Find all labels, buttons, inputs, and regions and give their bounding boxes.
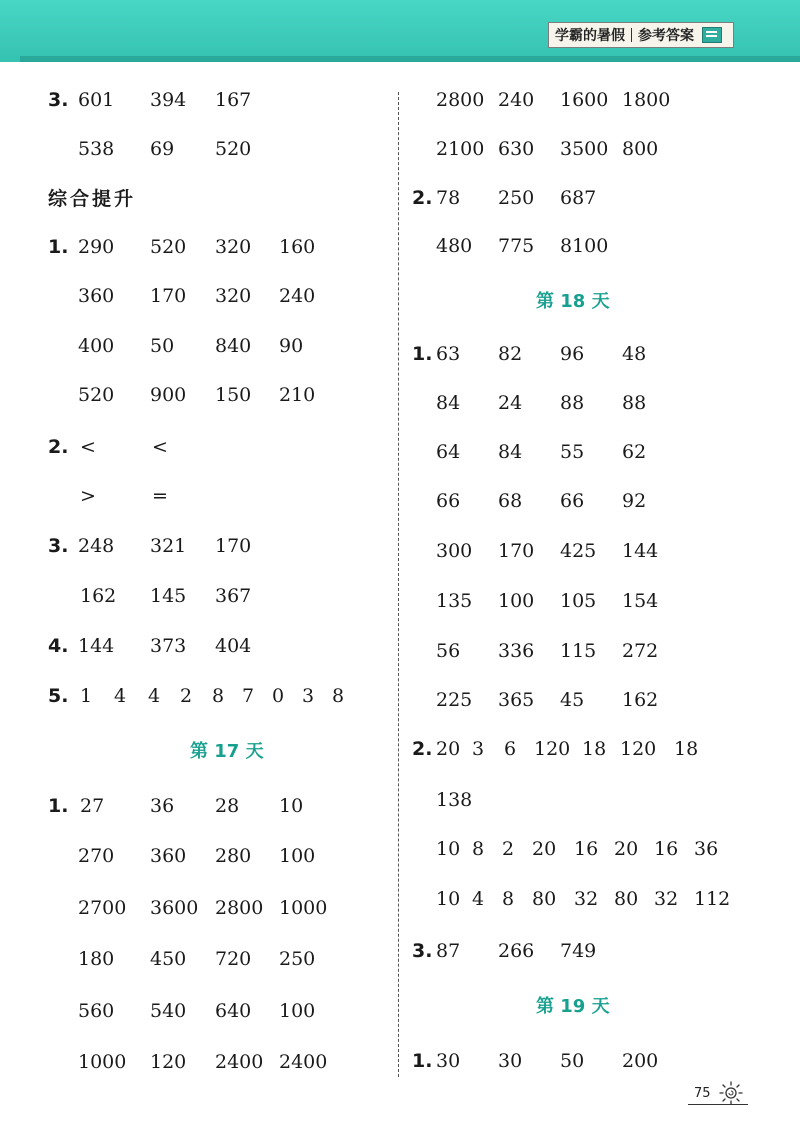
answer-value: 2800 [215,897,264,919]
answer-value: 80 [614,888,639,910]
answer-value: 720 [215,948,252,970]
answer-value: 280 [215,845,252,867]
question-number: 2. [412,187,433,209]
answer-value: < [80,436,96,458]
answer-value: 321 [150,535,187,557]
answer-value: 160 [279,236,316,258]
answer-value: 100 [279,845,316,867]
answer-value: 18 [674,738,699,760]
answer-value: 3500 [560,138,609,160]
answer-value: 50 [560,1050,585,1072]
answer-value: 8100 [560,235,609,257]
answer-value: 4 [148,685,161,707]
answer-value: 80 [532,888,557,910]
answer-value: 63 [436,343,461,365]
answer-row [402,135,800,163]
answer-value: 170 [150,285,187,307]
day-19-heading: 第 19 天 [536,996,610,1017]
answer-value: 24 [498,392,523,414]
answer-value: 360 [78,285,115,307]
answer-row [402,587,800,615]
answer-value: 64 [436,441,461,463]
header-stripe [20,56,800,62]
answer-value: 749 [560,940,597,962]
answer-value: 20 [436,738,461,760]
answer-value: 82 [498,343,523,365]
answer-value: 250 [498,187,535,209]
answer-value: 3 [472,738,485,760]
answer-value: 630 [498,138,535,160]
question-number: 3. [48,535,69,557]
answer-value: 162 [80,585,117,607]
answer-row [0,381,398,409]
answer-value: 36 [694,838,719,860]
question-number: 1. [48,795,69,817]
answer-row [402,637,800,665]
question-number: 4. [48,635,69,657]
answer-value: 1600 [560,89,609,111]
answer-value: 450 [150,948,187,970]
answer-value: 520 [78,384,115,406]
answer-value: 2700 [78,897,127,919]
answer-value: 394 [150,89,187,111]
answer-row [402,735,800,763]
answer-value: 1000 [78,1051,127,1073]
question-number: 2. [48,436,69,458]
answer-value: 200 [622,1050,659,1072]
answer-value: 120 [534,738,571,760]
answer-value: 240 [498,89,535,111]
answer-row [0,842,398,870]
answer-value: 2800 [436,89,485,111]
section-title: 参考答案 [638,28,694,44]
answer-value: 69 [150,138,175,160]
answer-value: 272 [622,640,659,662]
answer-row [0,632,398,660]
answer-value: 320 [215,285,252,307]
answer-value: 240 [279,285,316,307]
answer-row [402,438,800,466]
answer-row [0,532,398,560]
answer-value: 248 [78,535,115,557]
answer-value: 28 [215,795,240,817]
answer-row [0,233,398,261]
answer-row [402,340,800,368]
answer-value: 100 [279,1000,316,1022]
answer-value: 170 [498,540,535,562]
answer-row [0,135,398,163]
answer-value: 800 [622,138,659,160]
answer-value: 162 [622,689,659,711]
book-title: 学霸的暑假 [555,28,625,44]
answer-row [0,86,398,114]
answer-value: = [152,485,168,507]
answer-value: 8 [472,838,485,860]
answer-value: 2 [502,838,515,860]
answer-value: 36 [150,795,175,817]
answer-value: 2100 [436,138,485,160]
answer-value: 840 [215,335,252,357]
answer-value: 45 [560,689,585,711]
answer-value: 16 [654,838,679,860]
answer-value: 56 [436,640,461,662]
answer-row [402,686,800,714]
answer-value: 8 [212,685,225,707]
answer-value: 66 [560,490,585,512]
answer-value: > [80,485,96,507]
answer-value: 1000 [279,897,328,919]
answer-row [0,997,398,1025]
answer-row [0,332,398,360]
answer-value: 20 [614,838,639,860]
question-number: 3. [48,89,69,111]
answer-value: 775 [498,235,535,257]
answer-value: 87 [436,940,461,962]
answer-row [402,1047,800,1075]
synthesis-heading: 综合提升 [48,188,137,210]
question-number: 1. [412,343,433,365]
answer-value: 10 [279,795,304,817]
answer-value: 16 [574,838,599,860]
answer-value: 100 [498,590,535,612]
answer-row [402,786,800,814]
answer-value: 32 [574,888,599,910]
answer-value: 4 [472,888,485,910]
answer-value: 105 [560,590,597,612]
answer-row [402,232,800,260]
answer-value: 84 [436,392,461,414]
answer-value: 48 [622,343,647,365]
answer-value: 3 [302,685,315,707]
answer-value: 560 [78,1000,115,1022]
question-number: 2. [412,738,433,760]
answer-value: 154 [622,590,659,612]
answer-value: 90 [279,335,304,357]
answer-row [0,894,398,922]
day-18-heading: 第 18 天 [536,291,610,312]
question-number: 5. [48,685,69,707]
answer-value: 88 [622,392,647,414]
answer-value: 900 [150,384,187,406]
answer-value: 180 [78,948,115,970]
answer-row [402,937,800,965]
answer-value: 270 [78,845,115,867]
answer-value: 266 [498,940,535,962]
answer-row [0,682,398,710]
answer-value: 2400 [215,1051,264,1073]
answer-value: 92 [622,490,647,512]
answer-value: 0 [272,685,285,707]
answer-value: 135 [436,590,473,612]
answer-value: 10 [436,888,461,910]
book-icon [702,27,722,43]
answer-value: 320 [215,236,252,258]
answer-row [0,282,398,310]
answer-value: 18 [582,738,607,760]
answer-row [402,835,800,863]
answer-row [0,433,398,461]
answer-row [402,537,800,565]
day-17-heading: 第 17 天 [190,741,264,762]
answer-value: 404 [215,635,252,657]
answer-value: 520 [150,236,187,258]
answer-value: 480 [436,235,473,257]
answer-value: 2 [180,685,193,707]
answer-value: 1 [80,685,93,707]
answer-value: 145 [150,585,187,607]
answer-value: 78 [436,187,461,209]
answer-row [402,389,800,417]
answer-row [0,945,398,973]
answer-value: 120 [150,1051,187,1073]
answer-value: 601 [78,89,115,111]
answer-value: 2400 [279,1051,328,1073]
answer-value: 538 [78,138,115,160]
answer-value: 150 [215,384,252,406]
question-number: 1. [412,1050,433,1072]
answer-value: 10 [436,838,461,860]
answer-value: 96 [560,343,585,365]
answer-value: 400 [78,335,115,357]
answer-value: 6 [504,738,517,760]
page-number: 75 [694,1086,711,1101]
answer-row [402,184,800,212]
answer-row [0,792,398,820]
answer-value: 367 [215,585,252,607]
answer-value: 290 [78,236,115,258]
answer-value: 1800 [622,89,671,111]
answer-value: 84 [498,441,523,463]
answer-value: 88 [560,392,585,414]
answer-row [402,86,800,114]
answer-row [402,487,800,515]
question-number: 3. [412,940,433,962]
answer-value: 3600 [150,897,199,919]
answer-value: 144 [622,540,659,562]
answer-value: 687 [560,187,597,209]
answer-value: 138 [436,789,473,811]
answer-value: 30 [498,1050,523,1072]
answer-value: 27 [80,795,105,817]
answer-value: 7 [242,685,255,707]
answer-row [0,582,398,610]
answer-value: 170 [215,535,252,557]
answer-value: 167 [215,89,252,111]
answer-value: 120 [620,738,657,760]
answer-value: 144 [78,635,115,657]
answer-value: 300 [436,540,473,562]
answer-value: 225 [436,689,473,711]
answer-value: 336 [498,640,535,662]
answer-value: 520 [215,138,252,160]
answer-value: 66 [436,490,461,512]
answer-value: < [152,436,168,458]
answer-value: 425 [560,540,597,562]
header-title-box [548,22,734,48]
answer-value: 640 [215,1000,252,1022]
answer-value: 8 [502,888,515,910]
answer-value: 68 [498,490,523,512]
sun-icon [718,1080,744,1106]
answer-value: 8 [332,685,345,707]
column-divider [398,92,399,1077]
answer-value: 115 [560,640,597,662]
answer-value: 20 [532,838,557,860]
answer-value: 540 [150,1000,187,1022]
answer-value: 62 [622,441,647,463]
answer-row [0,482,398,510]
answer-value: 30 [436,1050,461,1072]
answer-value: 50 [150,335,175,357]
answer-value: 55 [560,441,585,463]
answer-value: 112 [694,888,731,910]
answer-value: 250 [279,948,316,970]
answer-value: 4 [114,685,127,707]
answer-row [402,885,800,913]
answer-value: 373 [150,635,187,657]
answer-value: 32 [654,888,679,910]
answer-value: 210 [279,384,316,406]
answer-value: 360 [150,845,187,867]
question-number: 1. [48,236,69,258]
answer-value: 365 [498,689,535,711]
answer-row [0,1048,398,1076]
